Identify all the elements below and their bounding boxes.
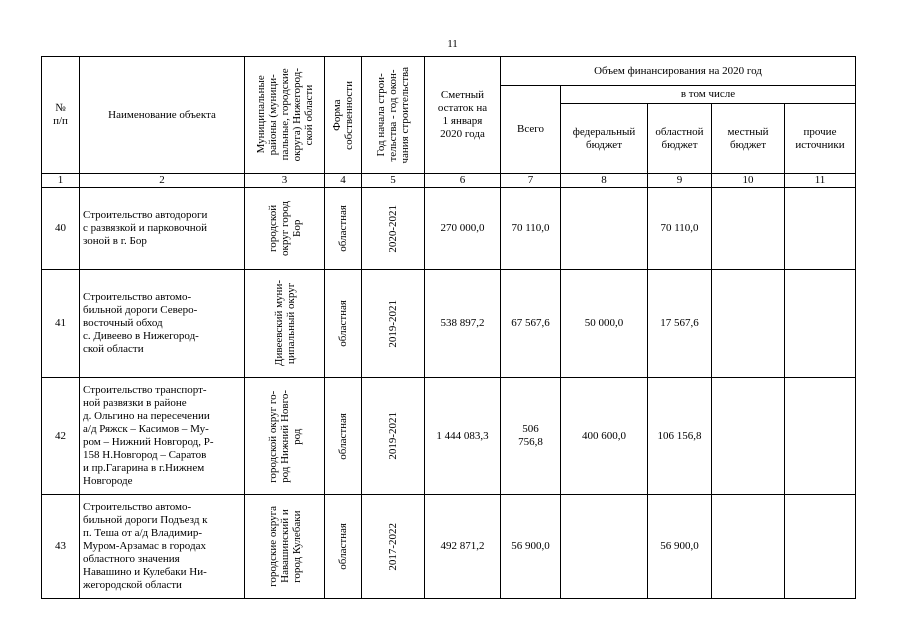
header-ownership [325, 57, 362, 174]
table-row [42, 270, 856, 378]
col-number: 7 [501, 174, 561, 188]
row-total: 67 567,6 [501, 270, 561, 378]
row-remaining: 492 871,2 [425, 495, 501, 599]
row-district-text: городской округ го- род Нижний Новго- род [266, 389, 303, 483]
row-local [712, 270, 785, 378]
row-remaining: 270 000,0 [425, 188, 501, 270]
row-other [785, 378, 856, 495]
table-row [42, 378, 856, 495]
row-district-text: городской округ город Бор [266, 201, 303, 256]
col-number: 4 [325, 174, 362, 188]
header-remaining: Сметный остаток на 1 января 2020 года [425, 57, 501, 174]
row-district [245, 378, 325, 495]
header-including: в том числе [561, 86, 856, 104]
row-district [245, 188, 325, 270]
header-regional: областной бюджет [648, 104, 712, 174]
row-federal [561, 495, 648, 599]
row-ownership [325, 188, 362, 270]
row-years [362, 188, 425, 270]
row-years-text: 2017-2022 [387, 522, 399, 571]
col-number: 8 [561, 174, 648, 188]
table-row [42, 188, 856, 270]
row-regional: 70 110,0 [648, 188, 712, 270]
row-local [712, 378, 785, 495]
table-row [42, 495, 856, 599]
row-federal: 50 000,0 [561, 270, 648, 378]
row-years [362, 378, 425, 495]
row-regional: 56 900,0 [648, 495, 712, 599]
row-years-text: 2019-2021 [387, 412, 399, 460]
header-total: Всего [501, 86, 561, 174]
header-years-text: Год начала строи- тельства - год окон- чания строительства [375, 66, 411, 164]
row-regional: 17 567,6 [648, 270, 712, 378]
row-ownership [325, 270, 362, 378]
row-remaining: 538 897,2 [425, 270, 501, 378]
col-number: 3 [245, 174, 325, 188]
row-federal: 400 600,0 [561, 378, 648, 495]
header-district [245, 57, 325, 174]
row-name: Строительство автомо- бильной дороги Северо- восточный обход с. Дивеево в Нижегород- ской области [80, 270, 245, 378]
row-district [245, 270, 325, 378]
row-ownership [325, 495, 362, 599]
row-local [712, 495, 785, 599]
header-local: местный бюджет [712, 104, 785, 174]
col-number: 1 [42, 174, 80, 188]
row-years [362, 270, 425, 378]
header-funding-group: Объем финансирования на 2020 год [501, 57, 856, 86]
row-num: 42 [42, 378, 80, 495]
row-total: 56 900,0 [501, 495, 561, 599]
row-district [245, 495, 325, 599]
row-total: 506 756,8 [501, 378, 561, 495]
row-regional: 106 156,8 [648, 378, 712, 495]
row-district-text: городские округа Навашинский и город Кулебаки [266, 506, 303, 587]
header-num: № п/п [42, 57, 80, 174]
row-years-text: 2020-2021 [387, 204, 399, 253]
col-number: 9 [648, 174, 712, 188]
header-name: Наименование объекта [80, 57, 245, 174]
row-num: 43 [42, 495, 80, 599]
row-name: Строительство транспорт- ной развязки в районе д. Ольгино на пересечении а/д Ряжск – Касимов – Му- ром – Нижний Новгород, Р- 158 Н.Новгород – Саратов и пр.Гагарина в г.Нижнем Новгороде [80, 378, 245, 495]
row-name: Строительство автомо- бильной дороги Подъезд к п. Теша от а/д Владимир- Муром-Арзамас в городах областного значения Навашино и Кулебаки Ни- жегородской области [80, 495, 245, 599]
header-federal: федеральный бюджет [561, 104, 648, 174]
header-other: прочие источники [785, 104, 856, 174]
funding-table [41, 56, 856, 599]
row-ownership-text: областная [337, 205, 349, 252]
row-ownership [325, 378, 362, 495]
row-other [785, 495, 856, 599]
col-number: 11 [785, 174, 856, 188]
row-total: 70 110,0 [501, 188, 561, 270]
row-ownership-text: областная [337, 523, 349, 570]
header-district-text: Муниципальные районы (муници- пальные, городские округа) Нижегород- ской области [254, 68, 315, 162]
row-ownership-text: областная [337, 412, 349, 460]
header-years [362, 57, 425, 174]
row-other [785, 270, 856, 378]
row-ownership-text: областная [337, 300, 349, 347]
row-federal [561, 188, 648, 270]
page-number: 11 [447, 38, 458, 50]
row-years-text: 2019-2021 [387, 299, 399, 348]
row-other [785, 188, 856, 270]
row-local [712, 188, 785, 270]
row-num: 41 [42, 270, 80, 378]
column-number-row [42, 174, 856, 188]
col-number: 5 [362, 174, 425, 188]
col-number: 2 [80, 174, 245, 188]
col-number: 6 [425, 174, 501, 188]
row-num: 40 [42, 188, 80, 270]
row-district-text: Дивеевский муни- ципальный округ [272, 280, 297, 367]
header-ownership-text: Форма собственности [331, 80, 355, 150]
row-years [362, 495, 425, 599]
col-number: 10 [712, 174, 785, 188]
row-name: Строительство автодороги с развязкой и парковочной зоной в г. Бор [80, 188, 245, 270]
row-remaining: 1 444 083,3 [425, 378, 501, 495]
